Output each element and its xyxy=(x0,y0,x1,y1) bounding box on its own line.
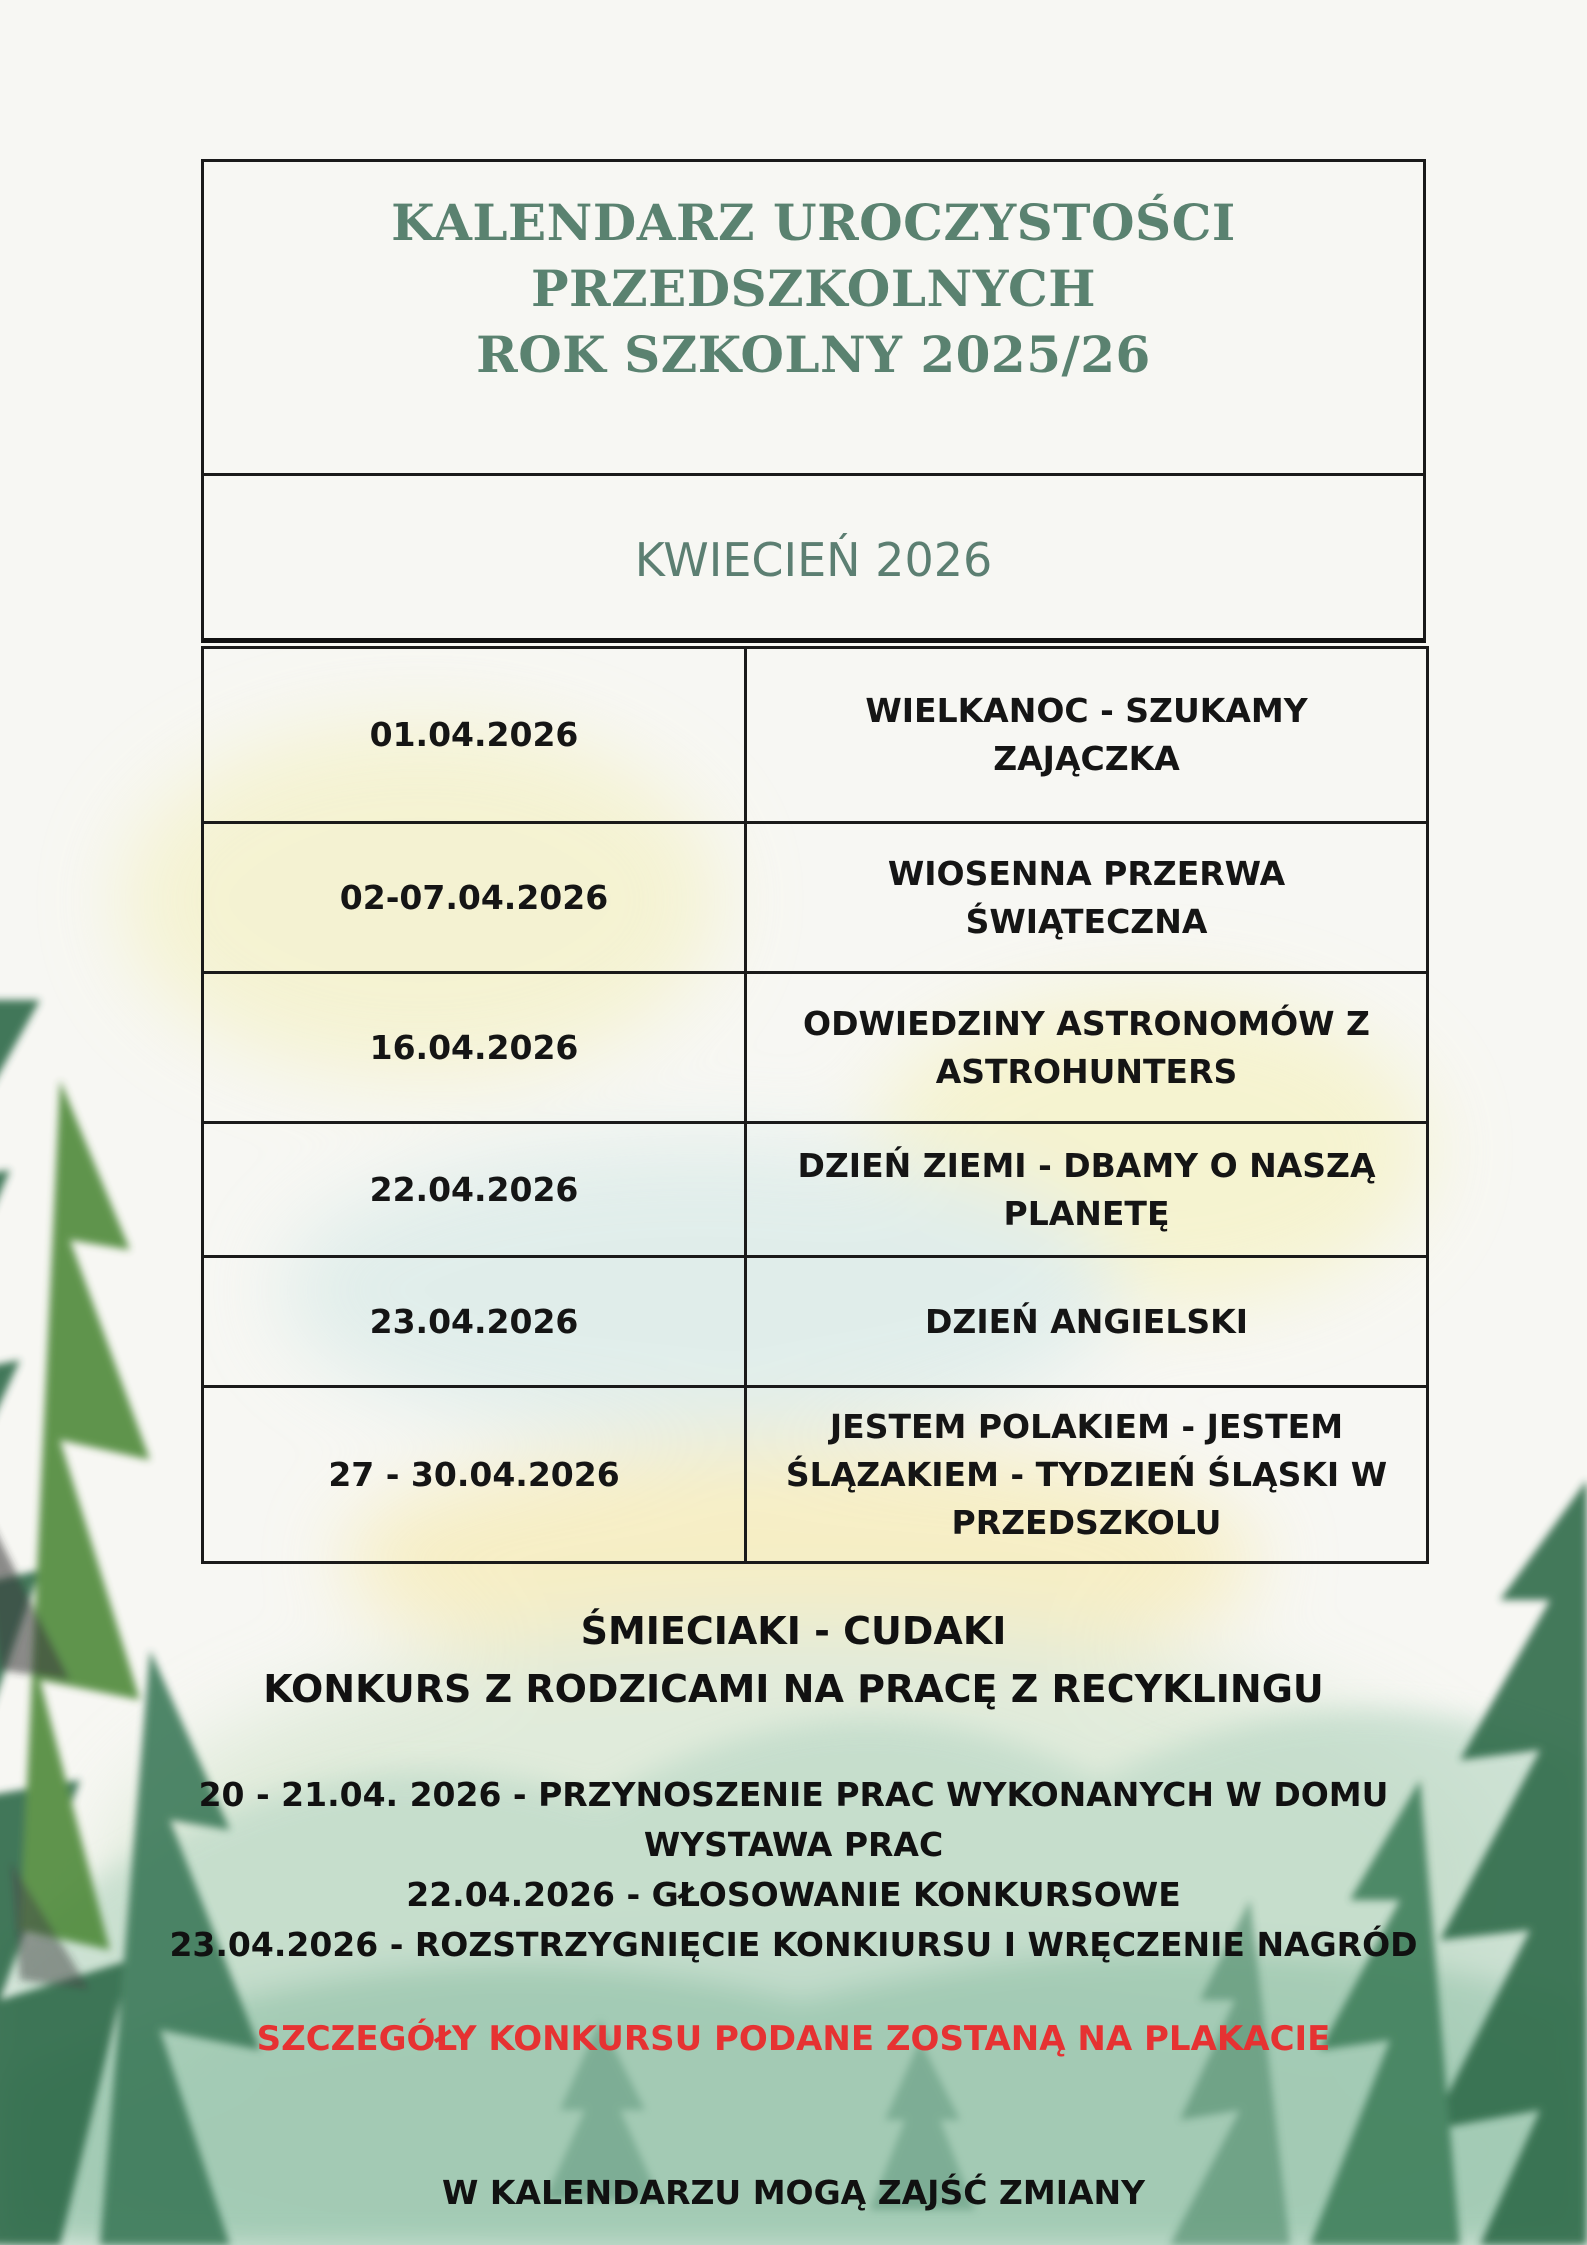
month-heading: KWIECIEŃ 2026 xyxy=(634,533,993,587)
event-name-line: DZIEŃ ANGIELSKI xyxy=(925,1301,1248,1341)
event-name xyxy=(746,1387,1428,1563)
event-date: 22.04.2026 xyxy=(203,1123,746,1257)
event-name-line: JESTEM POLAKIEM - JESTEM xyxy=(829,1406,1344,1446)
schedule-line: 22.04.2026 - GŁOSOWANIE KONKURSOWE xyxy=(406,1875,1181,1914)
title-line: PRZEDSZKOLNYCH xyxy=(530,259,1097,318)
event-row xyxy=(203,1257,1428,1387)
event-row xyxy=(203,1387,1428,1563)
event-row xyxy=(203,823,1428,973)
title-line: ROK SZKOLNY 2025/26 xyxy=(476,325,1151,384)
event-date: 27 - 30.04.2026 xyxy=(203,1387,746,1563)
event-date: 23.04.2026 xyxy=(203,1257,746,1387)
event-name-line: ODWIEDZINY ASTRONOMÓW Z xyxy=(803,1003,1370,1043)
event-name-line: ŚLĄZAKIEM - TYDZIEŃ ŚLĄSKI W xyxy=(785,1454,1388,1494)
schedule-line: 23.04.2026 - ROZSTRZYGNIĘCIE KONKIURSU I WRĘCZENIE NAGRÓD xyxy=(169,1925,1418,1964)
event-row xyxy=(203,973,1428,1123)
event-name-line: ASTROHUNTERS xyxy=(935,1051,1238,1091)
event-name xyxy=(746,648,1428,823)
contest-title-line: KONKURS Z RODZICAMI NA PRACĘ Z RECYKLINGU xyxy=(263,1667,1324,1711)
event-name xyxy=(746,1257,1428,1387)
event-name xyxy=(746,1123,1428,1257)
schedule-line: WYSTAWA PRAC xyxy=(643,1825,944,1864)
event-name-line: WIOSENNA PRZERWA ŚWIĄTECZNA xyxy=(887,853,1286,941)
schedule-line: 20 - 21.04. 2026 - PRZYNOSZENIE PRAC WYKONANYCH W DOMU xyxy=(198,1775,1389,1814)
event-name xyxy=(746,823,1428,973)
contest-title-line: ŚMIECIAKI - CUDAKI xyxy=(580,1609,1007,1653)
title-line: KALENDARZ UROCZYSTOŚCI xyxy=(391,193,1236,252)
event-name-line: DZIEŃ ZIEMI - DBAMY O NASZĄ xyxy=(797,1145,1376,1185)
event-name-line: PLANETĘ xyxy=(1003,1193,1170,1233)
footer-note: W KALENDARZU MOGĄ ZAJŚĆ ZMIANY xyxy=(441,2173,1146,2212)
event-name-line: PRZEDSZKOLU xyxy=(951,1502,1222,1542)
event-row xyxy=(203,648,1428,823)
calendar-title xyxy=(204,190,1423,388)
month-box xyxy=(201,473,1426,643)
event-date: 02-07.04.2026 xyxy=(203,823,746,973)
contest-details-note: SZCZEGÓŁY KONKURSU PODANE ZOSTANĄ NA PLAKACIE xyxy=(256,2019,1331,2059)
title-box xyxy=(201,159,1426,475)
event-date: 01.04.2026 xyxy=(203,648,746,823)
contest-title xyxy=(0,1602,1587,1718)
event-name-line: WIELKANOC - SZUKAMY ZAJĄCZKA xyxy=(865,691,1308,778)
event-row xyxy=(203,1123,1428,1257)
event-name xyxy=(746,973,1428,1123)
event-date: 16.04.2026 xyxy=(203,973,746,1123)
contest-schedule xyxy=(0,1770,1587,1970)
events-table xyxy=(201,646,1429,1564)
